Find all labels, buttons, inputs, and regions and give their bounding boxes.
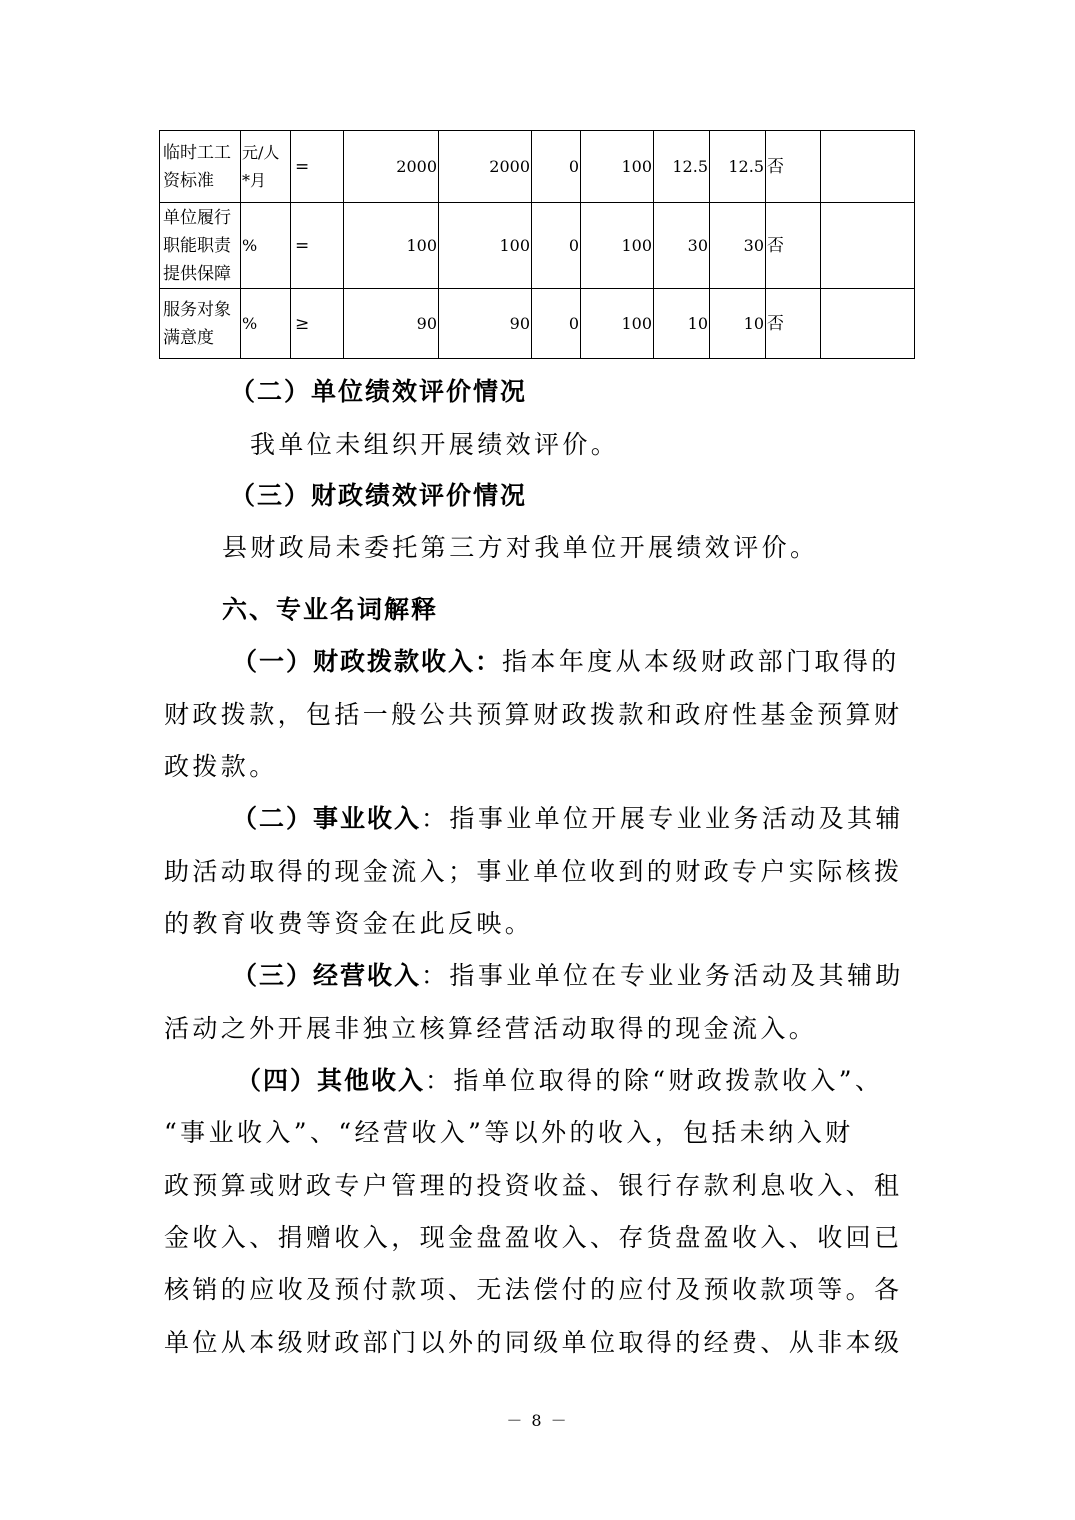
unit-cell: 元/人 *月 bbox=[241, 131, 291, 203]
note-cell bbox=[821, 131, 915, 203]
term-4-text: ：指单位取得的除“财政拨款收入”、 bbox=[425, 1066, 884, 1095]
target-value-cell: 90 bbox=[344, 289, 439, 359]
completion-rate-cell: 100 bbox=[581, 131, 654, 203]
term-4-line-1 bbox=[236, 1064, 883, 1098]
term-3-text: ：指事业单位在专业业务活动及其辅助 bbox=[421, 961, 904, 990]
page-number: － 8 － bbox=[506, 1411, 569, 1430]
term-3-label: （三）经营收入 bbox=[232, 961, 422, 990]
score-cell: 30 bbox=[710, 203, 766, 289]
flag-cell: 否 bbox=[766, 131, 821, 203]
completion-rate-cell: 100 bbox=[581, 203, 654, 289]
weight-cell: 30 bbox=[654, 203, 710, 289]
term-4-line-5: 核销的应收及预付款项、无法偿付的应付及预收款项等。各 bbox=[164, 1275, 903, 1304]
section-3-heading: （三）财政绩效评价情况 bbox=[230, 481, 528, 510]
performance-indicator-table bbox=[159, 130, 915, 359]
term-1-line-2: 财政拨款，包括一般公共预算财政拨款和政府性基金预算财 bbox=[164, 700, 903, 729]
flag-cell: 否 bbox=[766, 289, 821, 359]
actual-value-cell: 100 bbox=[439, 203, 532, 289]
operator-cell: = bbox=[291, 131, 344, 203]
deviation-cell: 0 bbox=[532, 131, 581, 203]
term-4-line-3: 政预算或财政专户管理的投资收益、银行存款利息收入、租 bbox=[164, 1171, 903, 1200]
indicator-name-cell: 单位履行 职能职责 提供保障 bbox=[160, 203, 241, 289]
term-4-label: （四）其他收入 bbox=[236, 1066, 426, 1095]
term-1-line-1 bbox=[232, 645, 900, 679]
deviation-cell: 0 bbox=[532, 289, 581, 359]
table-row bbox=[160, 289, 915, 359]
operator-cell: = bbox=[291, 203, 344, 289]
term-1-line-3: 政拨款。 bbox=[164, 752, 278, 781]
term-2-label: （二）事业收入 bbox=[232, 804, 422, 833]
section-2-heading: （二）单位绩效评价情况 bbox=[230, 377, 528, 406]
operator-cell: ≥ bbox=[291, 289, 344, 359]
table-row bbox=[160, 131, 915, 203]
completion-rate-cell: 100 bbox=[581, 289, 654, 359]
term-4-line-2: “事业收入”、“经营收入”等以外的收入，包括未纳入财 bbox=[164, 1118, 854, 1147]
unit-cell: % bbox=[241, 289, 291, 359]
deviation-cell: 0 bbox=[532, 203, 581, 289]
term-2-line-1 bbox=[232, 802, 904, 836]
indicator-name-cell: 服务对象 满意度 bbox=[160, 289, 241, 359]
section-2-text: 我单位未组织开展绩效评价。 bbox=[250, 430, 620, 459]
note-cell bbox=[821, 203, 915, 289]
term-3-line-2: 活动之外开展非独立核算经营活动取得的现金流入。 bbox=[164, 1014, 818, 1043]
target-value-cell: 2000 bbox=[344, 131, 439, 203]
term-1-label: （一）财政拨款收入： bbox=[232, 647, 503, 676]
actual-value-cell: 90 bbox=[439, 289, 532, 359]
term-2-line-3: 的教育收费等资金在此反映。 bbox=[164, 909, 534, 938]
indicator-name-cell: 临时工工 资标准 bbox=[160, 131, 241, 203]
unit-cell: % bbox=[241, 203, 291, 289]
section-3-text: 县财政局未委托第三方对我单位开展绩效评价。 bbox=[222, 533, 819, 562]
flag-cell: 否 bbox=[766, 203, 821, 289]
actual-value-cell: 2000 bbox=[439, 131, 532, 203]
term-4-line-6: 单位从本级财政部门以外的同级单位取得的经费、从非本级 bbox=[164, 1328, 903, 1357]
term-2-text: ：指事业单位开展专业业务活动及其辅 bbox=[421, 804, 904, 833]
term-3-line-1 bbox=[232, 959, 904, 993]
term-1-text: 指本年度从本级财政部门取得的 bbox=[502, 647, 900, 676]
term-4-line-4: 金收入、捐赠收入，现金盘盈收入、存货盘盈收入、收回已 bbox=[164, 1223, 903, 1252]
target-value-cell: 100 bbox=[344, 203, 439, 289]
weight-cell: 10 bbox=[654, 289, 710, 359]
table-row bbox=[160, 203, 915, 289]
score-cell: 12.5 bbox=[710, 131, 766, 203]
section-6-heading: 六、专业名词解释 bbox=[222, 595, 439, 624]
note-cell bbox=[821, 289, 915, 359]
weight-cell: 12.5 bbox=[654, 131, 710, 203]
score-cell: 10 bbox=[710, 289, 766, 359]
term-2-line-2: 助活动取得的现金流入；事业单位收到的财政专户实际核拨 bbox=[164, 857, 903, 886]
